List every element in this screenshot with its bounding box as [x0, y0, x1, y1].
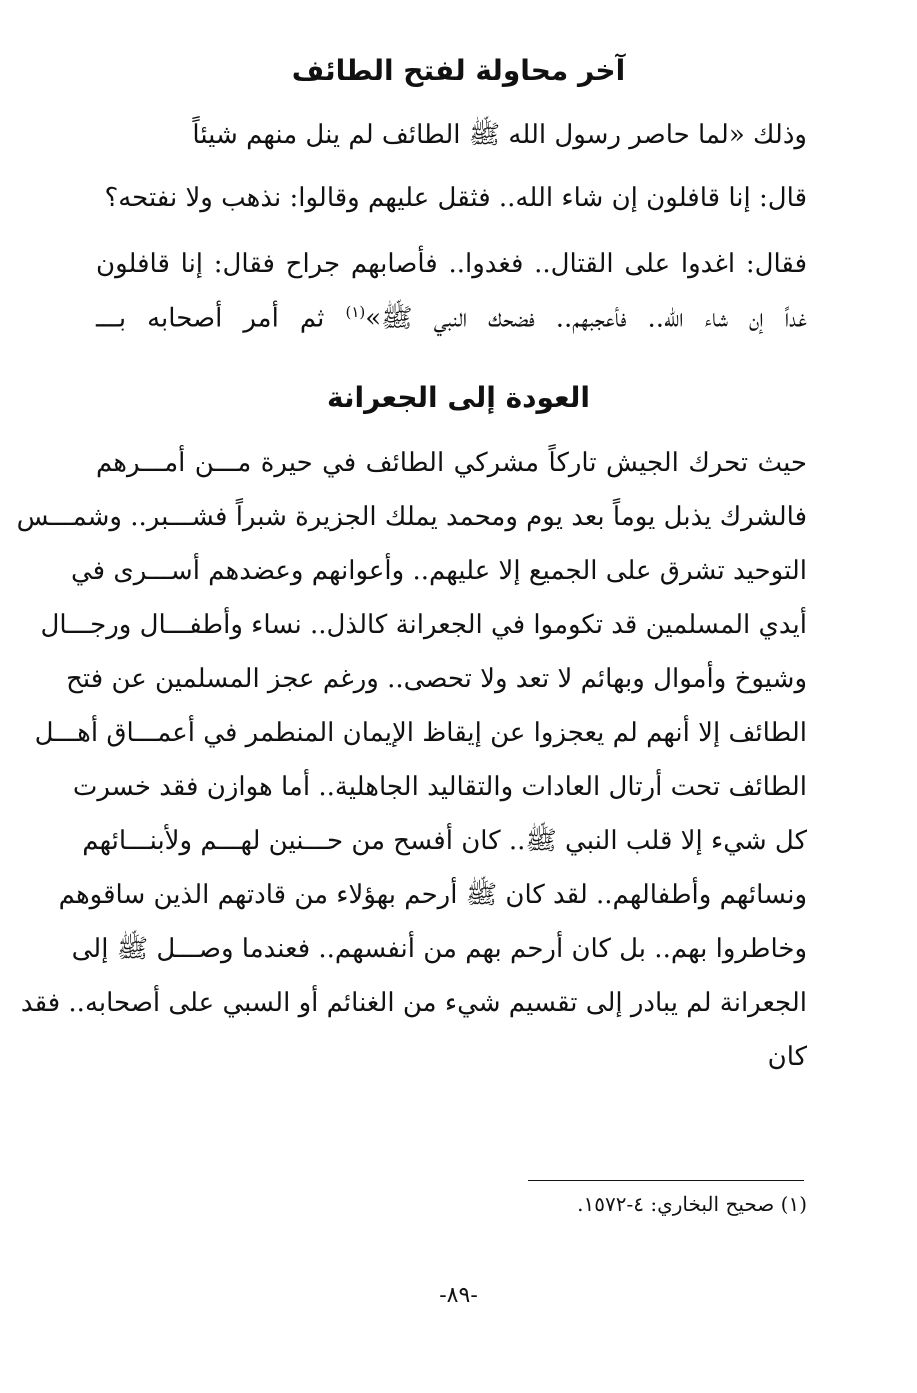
text-segment: ثم أمر أصحابه بـــ: [96, 303, 325, 334]
footnote-divider: [528, 1180, 804, 1181]
text-line: كان: [767, 1042, 807, 1072]
text-line: وخاطروا بهم.. بل كان أرحم بهم من أنفسهم.. فعندما وصـــل ﷺ إلى: [71, 934, 807, 964]
text-line: ونسائهم وأطفالهم.. لقد كان ﷺ أرحم بهؤلاء من قادتهم الذين ساقوهم: [58, 880, 807, 910]
text-line: أيدي المسلمين قد تكوموا في الجعرانة كالذل.. نساء وأطفـــال ورجـــال: [40, 610, 807, 640]
text-line: وشيوخ وأموال وبهائم لا تعد ولا تحصى.. ورغم عجز المسلمين عن فتح: [66, 664, 807, 694]
text-line: الطائف إلا أنهم لم يعجزوا عن إيقاظ الإيمان المنطمر في أعمـــاق أهـــل: [34, 718, 807, 748]
text-line: كل شيء إلا قلب النبي ﷺ.. كان أفسح من حـــنين لهـــم ولأبنـــائهم: [82, 826, 807, 856]
section-title-taif: آخر محاولة لفتح الطائف: [291, 54, 626, 87]
text-line: التوحيد تشرق على الجميع إلا عليهم.. وأعوانهم وعضدهم أســـرى في: [71, 556, 807, 586]
footnote-marker: (١): [345, 303, 366, 321]
text-line: قال: إنا قافلون إن شاء الله.. فثقل عليهم وقالوا: نذهب ولا نفتحه؟: [104, 183, 807, 213]
text-line: وذلك «لما حاصر رسول الله ﷺ الطائف لم ينل منهم شيئاً: [192, 120, 807, 150]
text-line: الجعرانة لم يبادر إلى تقسيم شيء من الغنائم أو السبي على أصحابه.. فقد: [20, 988, 807, 1018]
section-title-jiirana: العودة إلى الجعرانة: [327, 381, 590, 414]
text-line: حيث تحرك الجيش تاركاً مشركي الطائف في حيرة مـــن أمـــرهم: [96, 448, 807, 478]
text-line: الطائف تحت أرتال العادات والتقاليد الجاهلية.. أما هوازن فقد خسرت: [72, 772, 807, 802]
text-segment: غداً إن شاء الله.. فأعجبهم.. فضحك النبي ﷺ»: [365, 303, 808, 334]
text-line: فقال: اغدوا على القتال.. فغدوا.. فأصابهم جراح فقال: إنا قافلون: [96, 249, 807, 279]
text-line: فالشرك يذبل يوماً بعد يوم ومحمد يملك الجزيرة شبراً فشـــبر.. وشمـــس: [16, 502, 807, 532]
text-line-with-footnote: [96, 292, 807, 339]
page-number: -٨٩-: [439, 1283, 478, 1308]
footnote: (١) صحيح البخاري: ٤-١٥٧٢.: [577, 1192, 807, 1216]
